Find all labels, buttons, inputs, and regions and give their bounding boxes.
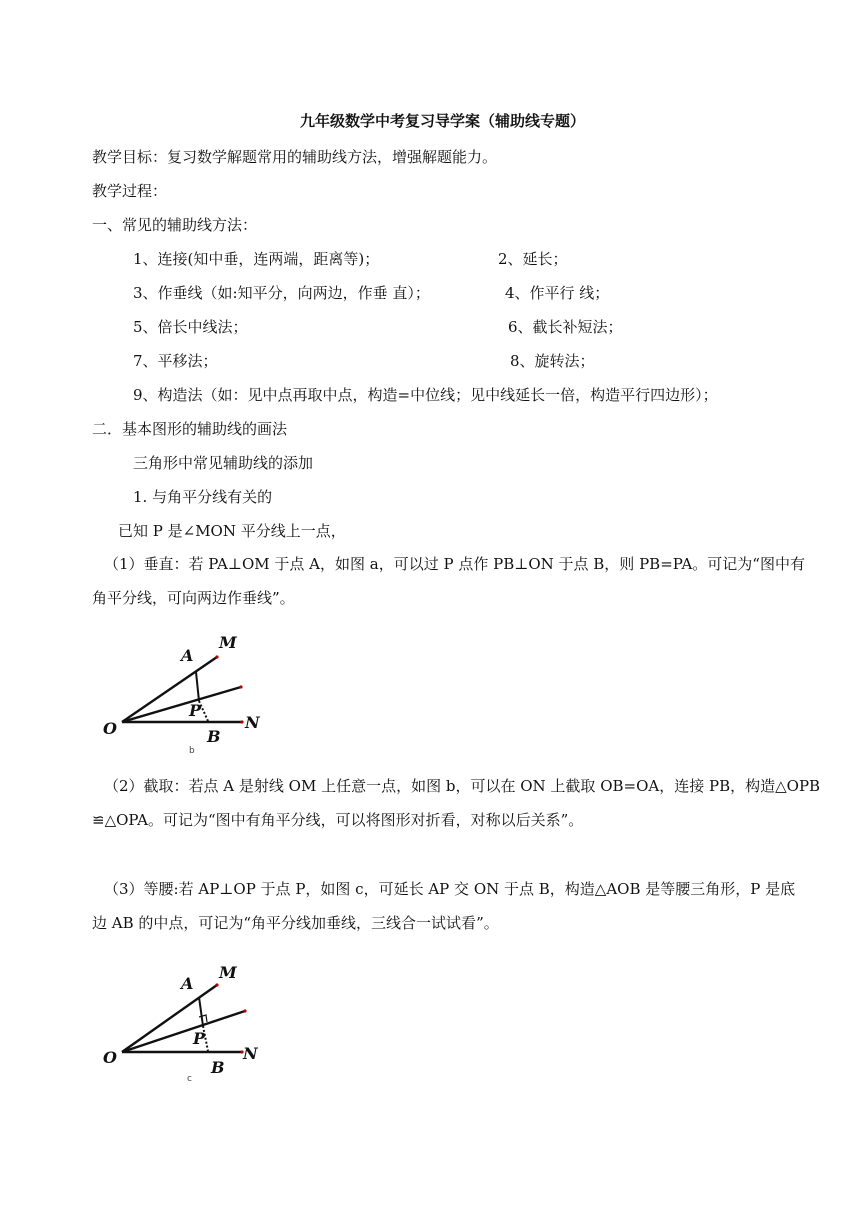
paragraph-3-line-2: 边 AB 的中点，可记为“角平分线加垂线，三线合一试试看”。 xyxy=(92,914,499,932)
angle-bisector-figure-b xyxy=(95,628,275,758)
method-item: 6、截长补短法； xyxy=(508,318,623,336)
label-a: A xyxy=(181,974,194,993)
label-a: A xyxy=(181,646,194,665)
label-p: P xyxy=(189,701,202,720)
section2-subheading: 三角形中常见辅助线的添加 xyxy=(133,454,314,472)
teaching-objective: 教学目标：复习数学解题常用的辅助线方法，增强解题能力。 xyxy=(92,148,498,166)
label-o: O xyxy=(103,1048,117,1067)
paragraph-2-line-1: （2）截取：若点 A 是射线 OM 上任意一点，如图 b，可以在 ON 上截取 OB=OA，连接 PB，构造△OPB xyxy=(104,777,821,795)
figure-caption: b xyxy=(189,746,195,756)
label-b: B xyxy=(211,1058,225,1077)
ray-om xyxy=(122,657,217,722)
document-title: 九年级数学中考复习导学案（辅助线专题） xyxy=(300,112,586,130)
method-item: 5、倍长中线法； xyxy=(133,318,248,336)
angle-bisector-figure-c xyxy=(95,956,275,1086)
segment-ap xyxy=(199,997,203,1026)
endpoint-n xyxy=(240,720,243,723)
method-item: 8、旋转法； xyxy=(510,352,595,370)
label-m: M xyxy=(219,633,237,652)
method-item: 9、构造法（如：见中点再取中点，构造=中位线；见中线延长一倍，构造平行四边形）； xyxy=(133,386,718,404)
endpoint-bisector xyxy=(243,1009,246,1012)
endpoint-m xyxy=(215,983,218,986)
label-b: B xyxy=(207,727,221,746)
figure-caption: c xyxy=(187,1074,192,1084)
method-item: 4、作平行 线； xyxy=(505,284,610,302)
label-o: O xyxy=(103,719,117,738)
topic-heading: 1. 与角平分线有关的 xyxy=(133,488,273,506)
segment-pa xyxy=(196,672,199,701)
given-statement: 已知 P 是∠MON 平分线上一点， xyxy=(118,522,346,540)
paragraph-3-line-1: （3）等腰:若 AP⊥OP 于点 P，如图 c，可延长 AP 交 ON 于点 B，构造△AOB 是等腰三角形，P 是底 xyxy=(104,880,796,898)
label-n: N xyxy=(245,713,260,732)
endpoint-m xyxy=(215,655,218,658)
label-p: P xyxy=(193,1029,206,1048)
paragraph-1-line-2: 角平分线，可向两边作垂线”。 xyxy=(92,589,295,607)
method-item: 1、连接(知中垂，连两端，距离等)； xyxy=(133,250,380,268)
teaching-process-label: 教学过程： xyxy=(92,182,168,200)
paragraph-1-line-1: （1）垂直：若 PA⊥OM 于点 A，如图 a，可以过 P 点作 PB⊥ON 于点 B，则 PB=PA。可记为“图中有 xyxy=(104,555,805,573)
paragraph-2-line-2: ≌△OPA。可记为“图中有角平分线，可以将图形对折看，对称以后关系”。 xyxy=(92,811,584,829)
label-n: N xyxy=(243,1044,258,1063)
endpoint-bisector xyxy=(239,685,242,688)
method-item: 7、平移法； xyxy=(133,352,218,370)
method-item: 3、作垂线（如:知平分，向两边，作垂 直）； xyxy=(133,284,430,302)
section1-heading: 一、常见的辅助线方法： xyxy=(92,216,258,234)
method-item: 2、延长； xyxy=(498,250,568,268)
bisector-op xyxy=(122,687,241,722)
section2-heading: 二．基本图形的辅助线的画法 xyxy=(92,420,288,438)
bisector-op xyxy=(122,1011,245,1052)
label-m: M xyxy=(219,963,237,982)
